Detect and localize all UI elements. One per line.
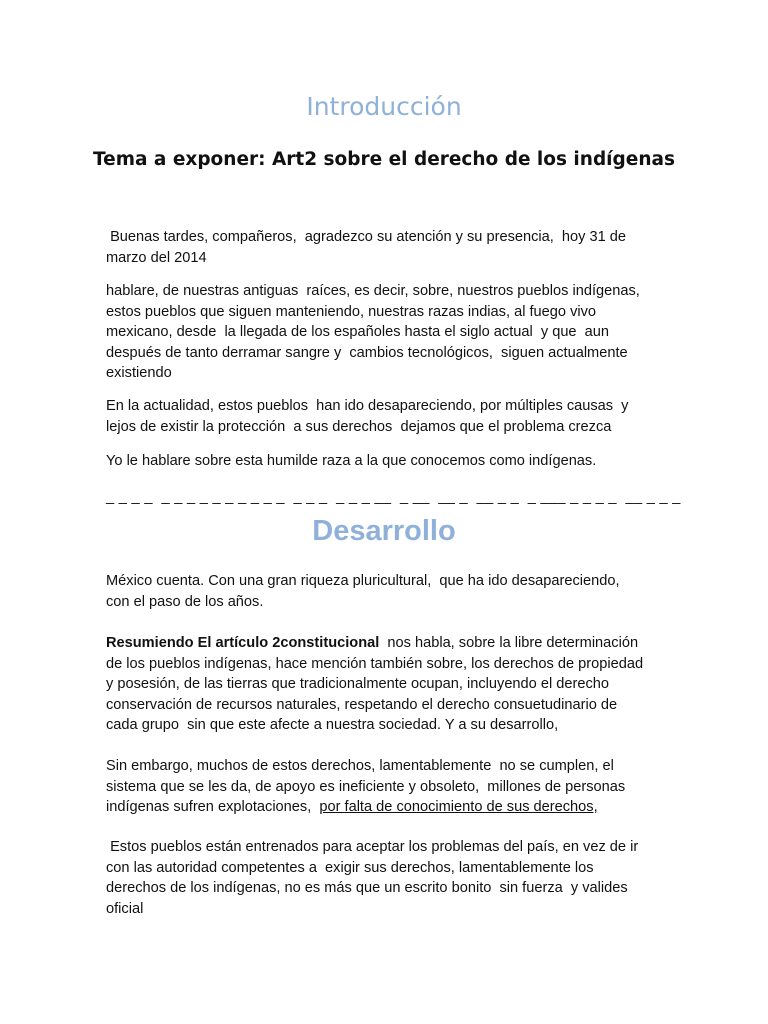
desarrollo-paragraph-2 xyxy=(106,633,666,736)
desarrollo-heading: Desarrollo xyxy=(312,515,456,547)
underlined-text: por falta de conocimiento de sus derechos, xyxy=(319,799,598,815)
separator-line: _ _ _ _ _ _ _ _ _ _ _ _ _ _ _ _ _ _ _ _ __ _ __ __ _ __ _ _ _ ___ _ _ _ _ __ _ _ _ xyxy=(106,489,681,505)
tema-subtitle: Tema a exponer: Art2 sobre el derecho de los indígenas xyxy=(93,149,675,170)
sin-embargo-text: Sin embargo, muchos de estos derechos, lamentablemente no se cumplen, el sistema que se les da, de apoyo es ineficiente y obsoleto, millones de personas indígenas sufren explotaciones, xyxy=(106,758,626,815)
introduccion-heading: Introducción xyxy=(306,92,462,121)
intro-paragraph-1: Buenas tardes, compañeros, agradezco su atención y su presencia, hoy 31 de marzo del 2014 xyxy=(106,229,627,266)
desarrollo-paragraph-3 xyxy=(106,756,666,818)
intro-paragraph-2: hablare, de nuestras antiguas raíces, es decir, sobre, nuestros pueblos indígenas, estos pueblos que siguen manteniendo, nuestras razas indias, al fuego vivo mexicano, desde la llegada de los españoles hasta el siglo actual y que aun después de tanto derramar sangre y cambios tecnológicos, siguen actualmente existiendo xyxy=(106,283,640,381)
desarrollo-paragraph-1: México cuenta. Con una gran riqueza pluricultural, que ha ido desapareciendo, con el paso de los años. xyxy=(106,573,620,610)
intro-paragraph-4: Yo le hablare sobre esta humilde raza a la que conocemos como indígenas. xyxy=(106,453,597,469)
resumiendo-bold-text: Resumiendo El artículo 2constitucional xyxy=(106,635,380,651)
desarrollo-paragraph-4: Estos pueblos están entrenados para aceptar los problemas del país, en vez de ir con las autoridad competentes a exigir sus derechos, lamentablemente los derechos de los indígenas, no es más que un escrito bonito sin fuerza y valides oficial xyxy=(106,839,639,917)
resumiendo-rest-text: nos habla, sobre la libre determinación de los pueblos indígenas, hace mención también sobre, los derechos de propiedad y posesión, de las tierras que tradicionalmente ocupan, incluyendo el derecho conservación de recursos naturales, respetando el derecho consuetudinario de cada grupo sin que este afecte a nuestra sociedad. Y a su desarrollo, xyxy=(106,635,644,733)
intro-paragraph-3: En la actualidad, estos pueblos han ido desapareciendo, por múltiples causas y lejos de existir la protección a sus derechos dejamos que el problema crezca xyxy=(106,398,629,435)
